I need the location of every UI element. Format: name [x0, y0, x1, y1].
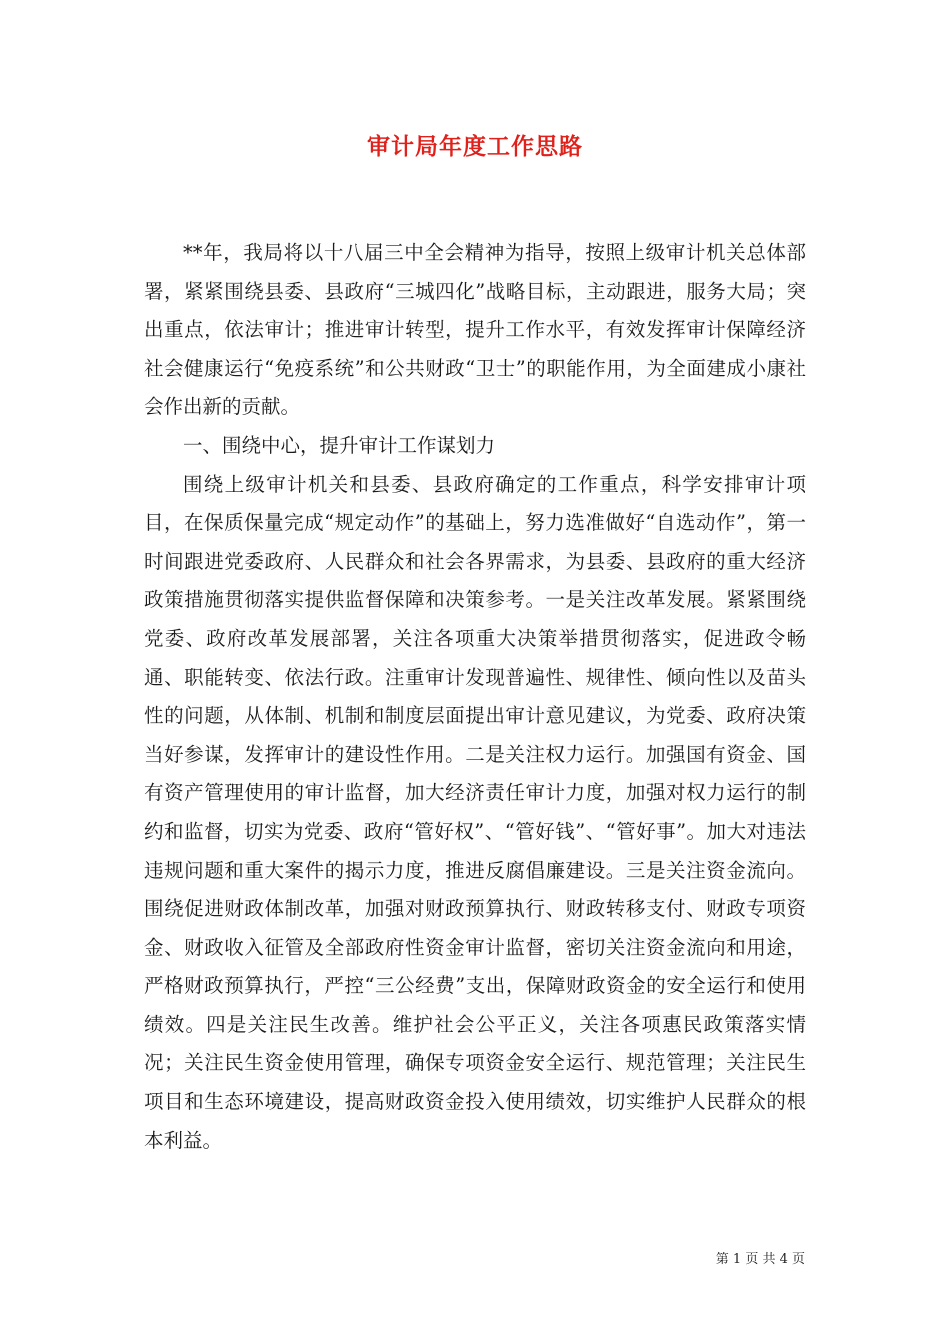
- page-number-footer: 第 1 页 共 4 页: [715, 1252, 805, 1267]
- document-title: 审计局年度工作思路: [367, 133, 583, 160]
- section-heading-1: 一、围绕中心，提升审计工作谋划力: [183, 433, 496, 457]
- document-body: [144, 234, 806, 1160]
- paragraph-section-1: 围绕上级审计机关和县委、县政府确定的工作重点，科学安排审计项目，在保质保量完成“规定动作”的基础上，努力选准做好“自选动作”，第一时间跟进党委政府、人民群众和社会各界需求，为县委、县政府的重大经济政策措施贯彻落实提供监督保障和决策参考。一是关注改革发展。紧紧围绕党委、政府改革发展部署，关注各项重大决策举措贯彻落实，促进政令畅通、职能转变、依法行政。注重审计发现普遍性、规律性、倾向性以及苗头性的问题，从体制、机制和制度层面提出审计意见建议，为党委、政府决策当好参谋，发挥审计的建设性作用。二是关注权力运行。加强国有资金、国有资产管理使用的审计监督，加大经济责任审计力度，加强对权力运行的制约和监督，切实为党委、政府“管好权”、“管好钱”、“管好事”。加大对违法违规问题和重大案件的揭示力度，推进反腐倡廉建设。三是关注资金流向。围绕促进财政体制改革，加强对财政预算执行、财政转移支付、财政专项资金、财政收入征管及全部政府性资金审计监督，密切关注资金流向和用途，严格财政预算执行，严控“三公经费”支出，保障财政资金的安全运行和使用绩效。四是关注民生改善。维护社会公平正义，关注各项惠民政策落实情况；关注民生资金使用管理，确保专项资金安全运行、规范管理；关注民生项目和生态环境建设，提高财政资金投入使用绩效，切实维护人民群众的根本利益。: [144, 472, 806, 1152]
- paragraph-intro: **年，我局将以十八届三中全会精神为指导，按照上级审计机关总体部署，紧紧围绕县委、县政府“三城四化”战略目标，主动跟进，服务大局；突出重点，依法审计；推进审计转型，提升工作水平，有效发挥审计保障经济社会健康运行“免疫系统”和公共财政“卫士”的职能作用，为全面建成小康社会作出新的贡献。: [144, 241, 806, 419]
